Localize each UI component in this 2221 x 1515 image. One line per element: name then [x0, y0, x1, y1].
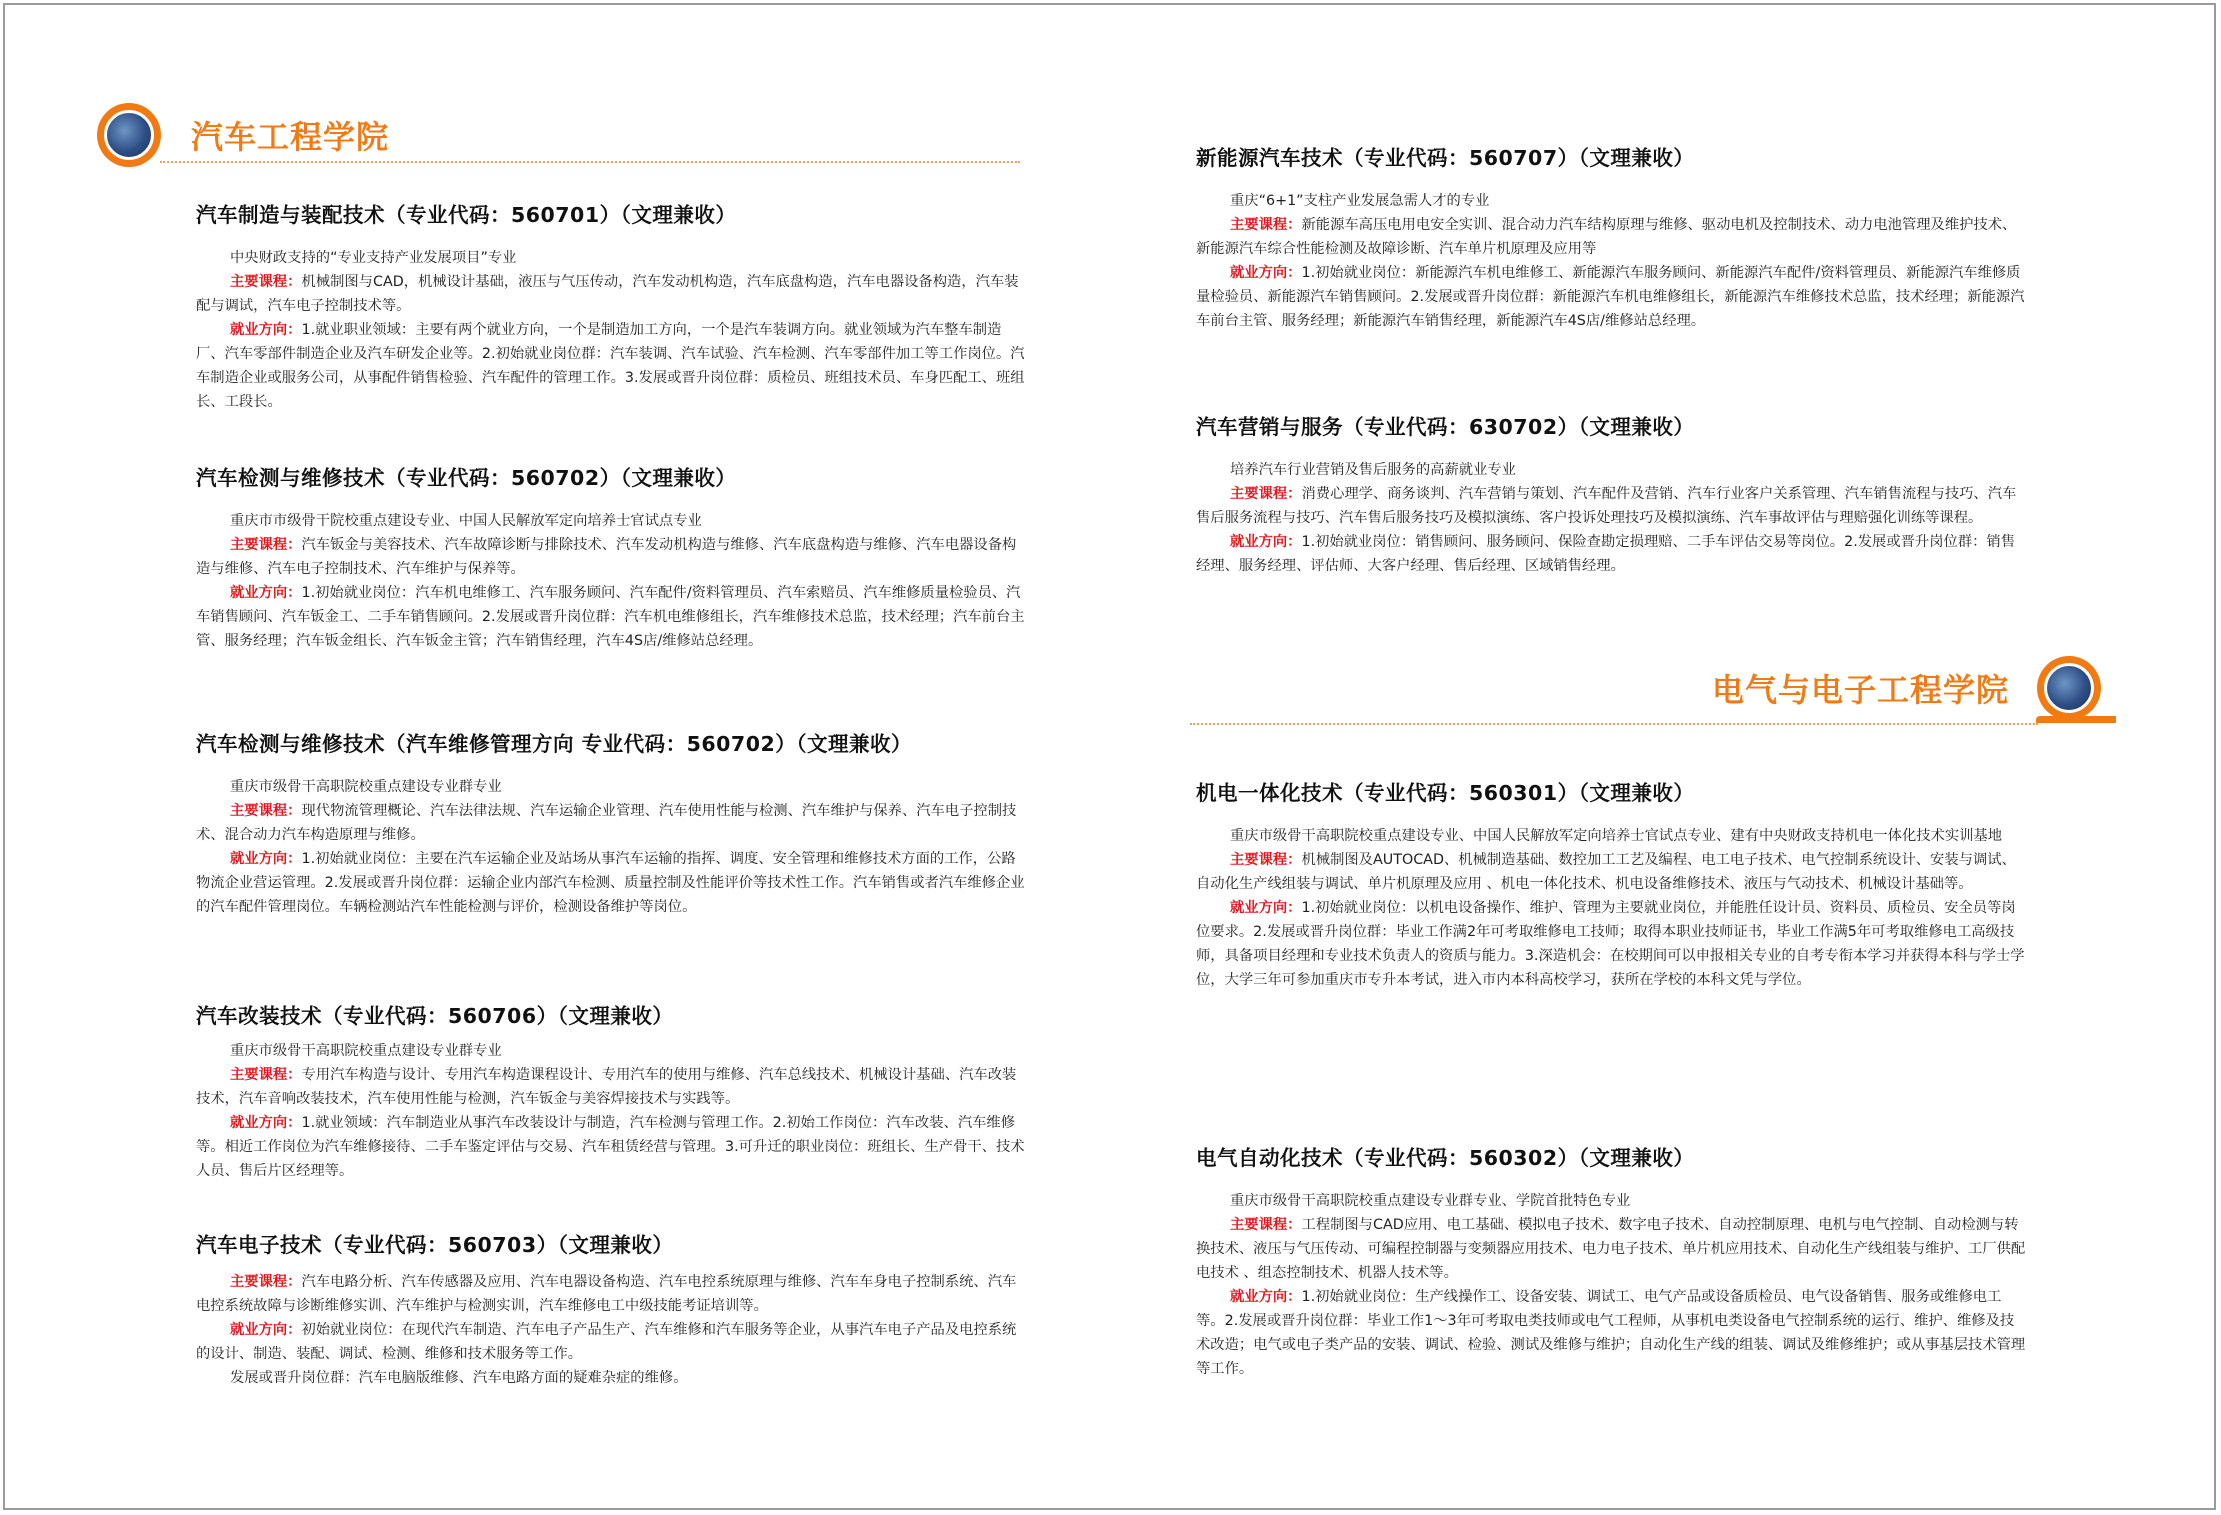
- career-text: 1.初始就业岗位：新能源汽车机电维修工、新能源汽车服务顾问、新能源汽车配件/资料管理员、新能源汽车维修质量检验员、新能源汽车销售顾问。2.发展或晋升岗位群：新能源汽车机电维修组长，新能源汽车维修技术总监，技术经理；新能源汽车前台主管、服务经理；新能源汽车销售经理，新能源汽车4S店/维修站总经理。: [1196, 265, 2025, 329]
- program-career: [196, 318, 1026, 414]
- program-title: 机电一体化技术（专业代码：560301）（文理兼收）: [1196, 781, 1695, 805]
- courses-text: 汽车电路分析、汽车传感器及应用、汽车电器设备构造、汽车电控系统原理与维修、汽车车身电子控制系统、汽车电控系统故障与诊断维修实训、汽车维护与检测实训，汽车维修电工中级技能考证培训等。: [196, 1274, 1017, 1314]
- program-new-energy: [1196, 141, 2026, 333]
- program-title: 电气自动化技术（专业代码：560302）（文理兼收）: [1196, 1146, 1695, 1170]
- career-text: 1.就业职业领域：主要有两个就业方向，一个是制造加工方向，一个是汽车装调方向。就业领域为汽车整车制造厂、汽车零部件制造企业及汽车研发企业等。2.初始就业岗位群：汽车装调、汽车试验、汽车检测、汽车零部件加工等工作岗位。汽车制造企业或服务公司，从事配件销售检验、汽车配件的管理工作。3.发展或晋升岗位群：质检员、班组技术员、车身匹配工、班组长、工段长。: [196, 322, 1025, 410]
- program-courses: [196, 799, 1026, 847]
- program-intro: 重庆市市级骨干院校重点建设专业、中国人民解放军定向培养士官试点专业: [230, 513, 702, 529]
- courses-text: 机械制图与CAD，机械设计基础，液压与气压传动，汽车发动机构造，汽车底盘构造，汽车电器设备构造，汽车装配与调试，汽车电子控制技术等。: [196, 274, 1019, 314]
- college-header-right: [1712, 656, 2101, 720]
- program-inspection-maintenance: [196, 461, 1026, 653]
- career-label: 就业方向：: [230, 851, 302, 867]
- program-marketing-service: [1196, 410, 2026, 578]
- program-career: [1196, 530, 2026, 578]
- program-maintenance-management: [196, 727, 1026, 919]
- program-automotive-manufacturing: [196, 198, 1026, 414]
- college-emblem-icon: [2037, 656, 2101, 720]
- career-label: 就业方向：: [1230, 1289, 1302, 1305]
- courses-text: 汽车钣金与美容技术、汽车故障诊断与排除技术、汽车发动机构造与维修、汽车底盘构造与维修、汽车电器设备构造与维修、汽车电子控制技术、汽车维护与保养等。: [196, 537, 1017, 577]
- program-courses: [1196, 1213, 2026, 1285]
- program-title: 新能源汽车技术（专业代码：560707）（文理兼收）: [1196, 146, 1695, 170]
- header-tab: [2036, 716, 2116, 723]
- program-intro: 培养汽车行业营销及售后服务的高薪就业专业: [1230, 462, 1516, 478]
- courses-label: 主要课程：: [230, 803, 302, 819]
- program-career: [1196, 261, 2026, 333]
- college-title: 电气与电子工程学院: [1712, 671, 2010, 709]
- courses-label: 主要课程：: [230, 274, 302, 290]
- career-label: 就业方向：: [230, 585, 302, 601]
- career-label: 就业方向：: [230, 1322, 302, 1338]
- college-header-left: [97, 103, 389, 167]
- program-electrical-automation: [1196, 1141, 2026, 1381]
- program-courses: [1196, 482, 2026, 530]
- career-text: 1.初始就业岗位：主要在汽车运输企业及站场从事汽车运输的指挥、调度、安全管理和维修技术方面的工作，公路物流企业营运管理。2.发展或晋升岗位群：运输企业内部汽车检测、质量控制及性能评价等技术性工作。汽车销售或者汽车维修企业的汽车配件管理岗位。车辆检测站汽车性能检测与评价，检测设备维护等岗位。: [196, 851, 1025, 915]
- program-mechatronics: [1196, 776, 2026, 992]
- program-career: [1196, 1285, 2026, 1381]
- program-title: 汽车营销与服务（专业代码：630702）（文理兼收）: [1196, 415, 1695, 439]
- courses-label: 主要课程：: [1230, 486, 1302, 502]
- career-label: 就业方向：: [1230, 265, 1302, 281]
- program-career: [196, 847, 1026, 919]
- college-emblem-icon: [97, 103, 161, 167]
- courses-text: 机械制图及AUTOCAD、机械制造基础、数控加工工艺及编程、电工电子技术、电气控制系统设计、安装与调试、自动化生产线组装与调试、单片机原理及应用 、机电一体化技术、机电设备维修技术、液压与气动技术、机械设计基础等。: [1196, 852, 2016, 892]
- program-intro: 中央财政支持的“专业支持产业发展项目”专业: [230, 250, 517, 266]
- program-title: 汽车制造与装配技术（专业代码：560701）（文理兼收）: [196, 203, 737, 227]
- program-career: [196, 1318, 1026, 1366]
- program-title: 汽车检测与维修技术（汽车维修管理方向 专业代码：560702）（文理兼收）: [196, 732, 912, 756]
- program-courses: [196, 270, 1026, 318]
- courses-text: 现代物流管理概论、汽车法律法规、汽车运输企业管理、汽车使用性能与检测、汽车维护与保养、汽车电子控制技术、混合动力汽车构造原理与维修。: [196, 803, 1017, 843]
- college-title: 汽车工程学院: [191, 118, 390, 156]
- career-text: 1.初始就业岗位：生产线操作工、设备安装、调试工、电气产品或设备质检员、电气设备销售、服务或维修电工等。2.发展或晋升岗位群：毕业工作1～3年可考取电类技师或电气工程师，从事机电类设备电气控制系统的运行、维护、维修及技术改造；电气或电子类产品的安装、调试、检验、测试及维修与维护；自动化生产线的组装、调试及维修维护；或从事基层技术管理等工作。: [1196, 1289, 2026, 1377]
- program-title: 汽车检测与维修技术（专业代码：560702）（文理兼收）: [196, 466, 737, 490]
- program-modification: [196, 999, 1026, 1183]
- career-text: 1.初始就业岗位：以机电设备操作、维护、管理为主要就业岗位，并能胜任设计员、资料员、质检员、安全员等岗位要求。2.发展或晋升岗位群：毕业工作满2年可考取维修电工技师；取得本职业技师证书，毕业工作满5年可考取维修电工高级技师，具备项目经理和专业技术负责人的资质与能力。3.深造机会：在校期间可以申报相关专业的自考专衔本学习并获得本科与学士学位，大学三年可参加重庆市专升本考试，进入市内本科高校学习，获所在学校的本科文凭与学位。: [1196, 900, 2025, 988]
- program-career: [1196, 896, 2026, 992]
- program-courses: [196, 1270, 1026, 1318]
- program-intro: 重庆“6+1”支柱产业发展急需人才的专业: [1230, 193, 1490, 209]
- career-label: 就业方向：: [230, 1115, 302, 1131]
- program-intro: 重庆市级骨干高职院校重点建设专业群专业、学院首批特色专业: [1230, 1193, 1631, 1209]
- courses-label: 主要课程：: [1230, 852, 1302, 868]
- program-extra: 发展或晋升岗位群：汽车电脑版维修、汽车电路方面的疑难杂症的维修。: [230, 1370, 688, 1386]
- courses-label: 主要课程：: [1230, 217, 1302, 233]
- divider-line: [1190, 723, 2038, 725]
- program-career: [196, 581, 1026, 653]
- courses-text: 工程制图与CAD应用、电工基础、模拟电子技术、数字电子技术、自动控制原理、电机与电气控制、自动检测与转换技术、液压与气压传动、可编程控制器与变频器应用技术、电力电子技术、单片机应用技术、自动化生产线组装与维护、工厂供配电技术 、组态控制技术、机器人技术等。: [1196, 1217, 2026, 1281]
- career-text: 1.初始就业岗位：汽车机电维修工、汽车服务顾问、汽车配件/资料管理员、汽车索赔员、汽车维修质量检验员、汽车销售顾问、汽车钣金工、二手车销售顾问。2.发展或晋升岗位群：汽车机电维修组长，汽车维修技术总监，技术经理；汽车前台主管、服务经理；汽车钣金组长、汽车钣金主管；汽车销售经理，汽车4S店/维修站总经理。: [196, 585, 1025, 649]
- divider-line: [160, 161, 1020, 163]
- career-text: 1.就业领域：汽车制造业从事汽车改装设计与制造，汽车检测与管理工作。2.初始工作岗位：汽车改装、汽车维修等。相近工作岗位为汽车维修接待、二手车鉴定评估与交易、汽车租赁经营与管理。3.可升迁的职业岗位：班组长、生产骨干、技术人员、售后片区经理等。: [196, 1115, 1025, 1179]
- courses-text: 新能源车高压电用电安全实训、混合动力汽车结构原理与维修、驱动电机及控制技术、动力电池管理及维护技术、新能源汽车综合性能检测及故障诊断、汽车单片机原理及应用等: [1196, 217, 2017, 257]
- courses-text: 专用汽车构造与设计、专用汽车构造课程设计、专用汽车的使用与维修、汽车总线技术、机械设计基础、汽车改装技术，汽车音响改装技术，汽车使用性能与检测，汽车钣金与美容焊接技术与实践等。: [196, 1067, 1017, 1107]
- program-automotive-electronics: [196, 1228, 1026, 1390]
- courses-label: 主要课程：: [230, 537, 302, 553]
- courses-label: 主要课程：: [230, 1067, 302, 1083]
- program-courses: [1196, 848, 2026, 896]
- career-text: 初始就业岗位：在现代汽车制造、汽车电子产品生产、汽车维修和汽车服务等企业，从事汽车电子产品及电控系统的设计、制造、装配、调试、检测、维修和技术服务等工作。: [196, 1322, 1017, 1362]
- program-title: 汽车电子技术（专业代码：560703）（文理兼收）: [196, 1233, 674, 1257]
- courses-label: 主要课程：: [230, 1274, 302, 1290]
- program-intro: 重庆市级骨干高职院校重点建设专业、中国人民解放军定向培养士官试点专业、建有中央财政支持机电一体化技术实训基地: [1230, 828, 2003, 844]
- program-courses: [196, 533, 1026, 581]
- program-career: [196, 1111, 1026, 1183]
- career-label: 就业方向：: [230, 322, 302, 338]
- career-label: 就业方向：: [1230, 900, 1302, 916]
- career-label: 就业方向：: [1230, 534, 1302, 550]
- program-intro: 重庆市级骨干高职院校重点建设专业群专业: [230, 779, 502, 795]
- program-title: 汽车改装技术（专业代码：560706）（文理兼收）: [196, 1004, 674, 1028]
- career-text: 1.初始就业岗位：销售顾问、服务顾问、保险查勘定损理赔、二手车评估交易等岗位。2.发展或晋升岗位群：销售经理、服务经理、评估师、大客户经理、售后经理、区域销售经理。: [1196, 534, 2016, 574]
- courses-text: 消费心理学、商务谈判、汽车营销与策划、汽车配件及营销、汽车行业客户关系管理、汽车销售流程与技巧、汽车售后服务流程与技巧、汽车售后服务技巧及模拟演练、客户投诉处理技巧及模拟演练、汽车事故评估与理赔强化训练等课程。: [1196, 486, 2017, 526]
- courses-label: 主要课程：: [1230, 1217, 1302, 1233]
- program-courses: [196, 1063, 1026, 1111]
- program-courses: [1196, 213, 2026, 261]
- program-intro: 重庆市级骨干高职院校重点建设专业群专业: [230, 1043, 502, 1059]
